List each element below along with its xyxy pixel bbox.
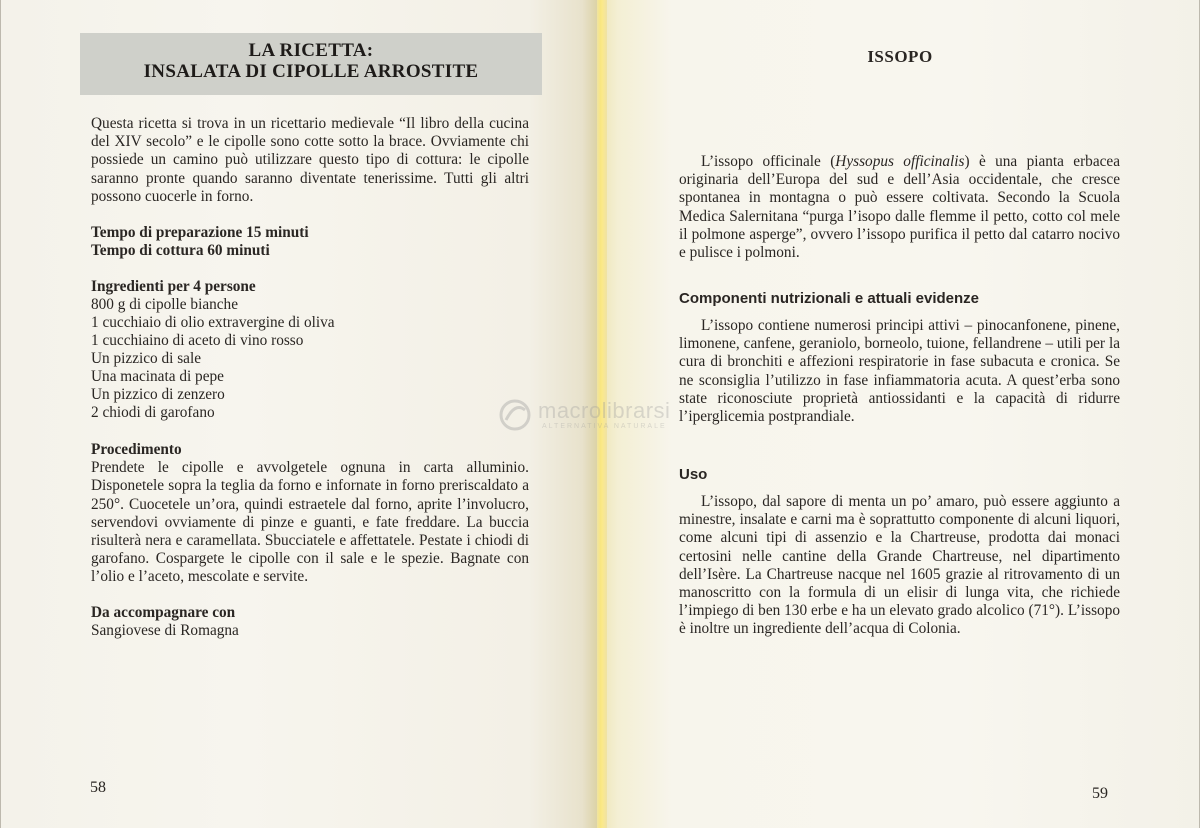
pairing-section (91, 604, 529, 640)
ingredient-item: Un pizzico di sale (91, 350, 202, 368)
ingredients-list (91, 296, 529, 422)
herb-intro (679, 153, 1120, 262)
herb-title: ISSOPO (867, 47, 933, 66)
ingredient-item: Un pizzico di zenzero (91, 386, 225, 404)
herb-latin-name: Hyssopus officinalis (835, 153, 965, 170)
recipe-title-line1: LA RICETTA: (248, 40, 374, 61)
ingredient-item: 800 g di cipolle bianche (91, 296, 238, 314)
section-nutrition-heading: Componenti nutrizionali e attuali evidenze (679, 290, 980, 307)
watermark-logo-icon (498, 398, 534, 432)
ingredient-item: Una macinata di pepe (91, 368, 224, 386)
prep-time: Tempo di preparazione 15 minuti (91, 224, 309, 241)
recipe-title-line2: INSALATA DI CIPOLLE ARROSTITE (143, 61, 479, 82)
procedure-text: Prendete le cipolle e avvolgetele ognuna in carta alluminio. Disponetele sopra la teglia da forno e infornate in forno preriscaldato a 250°. Cuocetele un’ora, quindi estraetele dal forno, aprite l’involucro, servendovi ovviamente di pinze e guanti, e fate freddare. La buccia risulterà nera e caramellata. Sbucciatele e affettatele. Pestate i chiodi di garofano. Cospargete le cipolle con il sale e le spezie. Bagnate con l’olio e l’aceto, mescolate e servite. (91, 459, 529, 586)
pairing-text: Sangiovese di Romagna (91, 622, 239, 640)
watermark (498, 396, 708, 436)
ingredient-item: 1 cucchiaino di aceto di vino rosso (91, 332, 304, 350)
ingredient-item: 1 cucchiaio di olio extravergine di oliva (91, 314, 335, 332)
recipe-title-band (80, 33, 542, 95)
recipe-times (91, 224, 529, 260)
watermark-tagline: ALTERNATIVA NATURALE (542, 423, 667, 430)
section-nutrition-text: L’issopo contiene numerosi principi attivi – pinocanfonene, pinene, limonene, canfene, geraniolo, borneolo, tuione, fellandrene – utili per la cura di bronchiti e affezioni respiratorie in fase subacuta e cronica. Se ne sconsiglia l’utilizzo in fase infiammatoria acuta. A quest’erba sono state riconosciute proprietà antiossidanti e la capacità di ridurre l’iperglicemia postprandiale. (679, 317, 1120, 426)
section-use-heading: Uso (679, 466, 708, 483)
procedure-section (91, 441, 529, 587)
recipe-intro: Questa ricetta si trova in un ricettario medievale “Il libro della cucina del XIV secolo” e le cipolle sono cotte sotto la brace. Ovviamente chi possiede un camino può utilizzare questo tipo di cottura: le cipolle saranno pronte quando saranno diventate tenerissime. Tutti gli altri possono cuocerle in forno. (91, 115, 529, 205)
cook-time: Tempo di cottura 60 minuti (91, 242, 270, 260)
section-use-text: L’issopo, dal sapore di menta un po’ amaro, può essere aggiunto a minestre, insalate e carni ma è soprattutto componente di alcuni liquori, come alcuni tipi di assenzio e la Chartreuse, prodotta dai monaci certosini nelle cantine della Grande Chartreuse, nel dipartimento dell’Isère. La Chartreuse nacque nel 1605 grazie al ritrovamento di un manoscritto con la formula di un elisir di lunga vita, che richiede l’impiego di ben 130 erbe e ha un elevato grado alcolico (71°). L’issopo è inoltre un ingrediente dell’acqua di Colonia. (679, 493, 1120, 638)
herb-intro-post: ) è una pianta erbacea originaria dell’Europa del sud e dell’Asia occidentale, che cresce spontanea in montagna o può essere coltivata. Secondo la Scuola Medica Salernitana “purga l’isopo dalle flemme il petto, cotto col mele il polmone asperge”, ovvero l’issopo purifica il petto dal catarro nocivo e pulisce i polmoni. (679, 153, 1120, 262)
ingredients-heading: Ingredienti per 4 persone (91, 278, 256, 295)
ingredients-section (91, 278, 529, 422)
page-number-left: 58 (90, 779, 106, 796)
page-number-right: 59 (1092, 785, 1108, 802)
procedure-heading: Procedimento (91, 441, 182, 458)
watermark-brand: macrolibrarsi (538, 398, 671, 423)
pairing-heading: Da accompagnare con (91, 604, 236, 621)
herb-intro-pre: L’issopo officinale ( (701, 153, 836, 170)
ingredient-item: 2 chiodi di garofano (91, 404, 215, 422)
